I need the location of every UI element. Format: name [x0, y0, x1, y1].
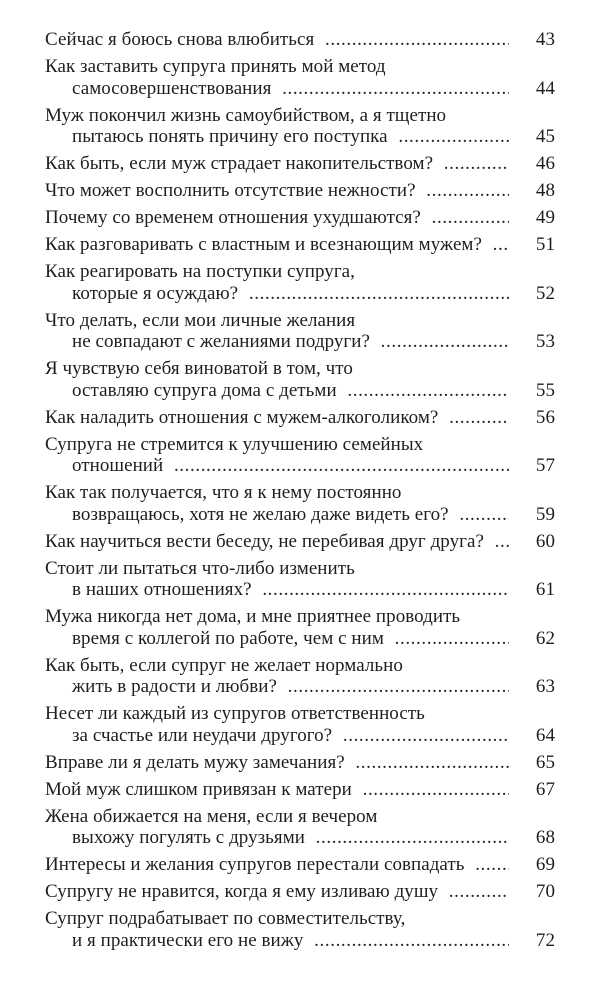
toc-entry-title: самосовершенствования .....: [72, 78, 555, 99]
toc-page-number: 51: [509, 234, 555, 256]
toc-entry: [45, 180, 555, 202]
toc-entry-line: [45, 207, 555, 229]
toc-entry-line: [45, 358, 511, 380]
toc-entry-line: [45, 455, 555, 477]
toc-entry-line: [45, 78, 555, 100]
toc-entry-title: Вправе ли я делать мужу замечания? .....: [45, 752, 555, 773]
toc-entry-title: Стоит ли пытаться что-либо изменить: [45, 557, 355, 579]
toc-entry-title: Интересы и желания супругов перестали совпадать .....: [45, 854, 555, 875]
toc-entry-title: Жена обижается на меня, если я вечером: [45, 805, 378, 827]
toc-entry-line: [45, 752, 555, 774]
toc-page-number: 44: [509, 78, 555, 100]
toc-entry-line: [45, 655, 511, 677]
toc-entry: [45, 105, 555, 148]
toc-entry: [45, 153, 555, 175]
toc-page-number: 56: [509, 407, 555, 429]
toc-page-number: 45: [509, 126, 555, 148]
toc-entry: [45, 207, 555, 229]
toc-entry-title: отношений .....: [72, 455, 555, 476]
toc-page-number: 49: [509, 207, 555, 229]
toc-entry-title: за счастье или неудачи другого? .....: [72, 725, 555, 746]
toc-entry: [45, 558, 555, 601]
toc-page-number: 72: [509, 930, 555, 952]
toc-entry-title: Как наладить отношения с мужем-алкоголиком? .....: [45, 407, 555, 428]
toc-entry: [45, 310, 555, 353]
toc-entry-line: [45, 531, 555, 553]
toc-entry: [45, 482, 555, 525]
toc-entry-line: [45, 579, 555, 601]
toc-entry-title: Что делать, если мои личные желания: [45, 309, 356, 331]
toc-page-number: 67: [509, 779, 555, 801]
toc-entry-line: [45, 234, 555, 256]
toc-entry: [45, 854, 555, 876]
toc-entry-line: [45, 606, 511, 628]
toc-page-number: 62: [509, 628, 555, 650]
toc-page-number: 46: [509, 153, 555, 175]
toc-entry-line: [45, 676, 555, 698]
toc-entry-line: [45, 908, 511, 930]
toc-entry-line: [45, 881, 555, 903]
toc-entry-title: Как реагировать на поступки супруга,: [45, 261, 355, 282]
toc-entry-title: Как быть, если супруг не желает нормально: [45, 654, 403, 676]
toc-entry-title: возвращаюсь, хотя не желаю даже видеть его? .....: [72, 504, 555, 525]
toc-entry-title: Несет ли каждый из супругов ответственность: [45, 703, 425, 724]
table-of-contents: [45, 29, 555, 957]
toc-entry-line: [45, 628, 555, 650]
toc-entry-title: Супругу не нравится, когда я ему изливаю душу .....: [45, 881, 555, 902]
toc-entry: [45, 703, 555, 746]
toc-entry: [45, 908, 555, 951]
toc-entry-line: [45, 827, 555, 849]
toc-entry-title: в наших отношениях? .....: [72, 579, 555, 600]
toc-page-number: 43: [509, 29, 555, 51]
toc-entry: [45, 752, 555, 774]
toc-entry-title: не совпадают с желаниями подруги? .....: [72, 331, 555, 352]
toc-entry: [45, 881, 555, 903]
toc-entry: [45, 261, 555, 304]
toc-entry-title: пытаюсь понять причину его поступка .....: [72, 126, 555, 147]
toc-entry-line: [45, 558, 511, 580]
toc-entry-title: Муж покончил жизнь самоубийством, а я тщетно: [45, 104, 447, 126]
toc-entry: [45, 655, 555, 698]
toc-page-number: 57: [509, 455, 555, 477]
toc-entry: [45, 29, 555, 51]
toc-page-number: 59: [509, 504, 555, 526]
toc-entry-title: время с коллегой по работе, чем с ним .....: [72, 628, 555, 649]
toc-entry-line: [45, 153, 555, 175]
toc-entry-line: [45, 126, 555, 148]
toc-entry-title: Как быть, если муж страдает накопительством? .....: [45, 153, 555, 174]
toc-entry: [45, 779, 555, 801]
toc-entry: [45, 56, 555, 99]
toc-page-number: 55: [509, 380, 555, 402]
toc-entry-title: жить в радости и любви? .....: [72, 676, 555, 697]
toc-entry: [45, 806, 555, 849]
toc-entry-title: Супруг подрабатывает по совместительству,: [45, 908, 406, 929]
toc-entry-line: [45, 930, 555, 952]
toc-entry-title: оставляю супруга дома с детьми .....: [72, 380, 555, 401]
toc-entry-title: Я чувствую себя виноватой в том, что: [45, 358, 353, 379]
toc-entry-title: Что может восполнить отсутствие нежности? .....: [45, 180, 555, 201]
toc-entry-title: которые я осуждаю? .....: [72, 283, 555, 304]
toc-entry-title: Мой муж слишком привязан к матери .....: [45, 779, 555, 800]
toc-entry: [45, 407, 555, 429]
toc-entry-title: Почему со временем отношения ухудшаются? .....: [45, 207, 555, 228]
toc-entry-title: Как разговаривать с властным и всезнающим мужем? .....: [45, 234, 555, 255]
toc-entry-title: Как так получается, что я к нему постоянно: [45, 482, 402, 503]
toc-entry: [45, 434, 555, 477]
toc-entry-line: [45, 779, 555, 801]
toc-entry-line: [45, 407, 555, 429]
toc-page-number: 52: [509, 283, 555, 305]
toc-entry-line: [45, 482, 511, 504]
toc-entry-line: [45, 703, 511, 725]
toc-entry-title: Мужа никогда нет дома, и мне приятнее проводить: [45, 606, 461, 627]
toc-entry-title: Как научиться вести беседу, не перебивая друг друга? .....: [45, 531, 555, 552]
toc-entry-title: Супруга не стремится к улучшению семейных: [45, 433, 424, 455]
toc-entry-line: [45, 854, 555, 876]
toc-page-number: 60: [509, 531, 555, 553]
toc-entry: [45, 358, 555, 401]
toc-entry-line: [45, 180, 555, 202]
toc-page-number: 53: [509, 331, 555, 353]
toc-entry: [45, 606, 555, 649]
toc-page-number: 68: [509, 827, 555, 849]
toc-entry-line: [45, 434, 511, 456]
toc-entry-line: [45, 261, 511, 283]
toc-page-number: 63: [509, 676, 555, 698]
toc-entry-line: [45, 29, 555, 51]
toc-entry-line: [45, 504, 555, 526]
toc-page-number: 48: [509, 180, 555, 202]
toc-entry-line: [45, 331, 555, 353]
toc-page-number: 69: [509, 854, 555, 876]
toc-entry: [45, 531, 555, 553]
toc-page-number: 70: [509, 881, 555, 903]
toc-entry-line: [45, 283, 555, 305]
toc-page-number: 65: [509, 752, 555, 774]
toc-entry-line: [45, 806, 511, 828]
toc-entry: [45, 234, 555, 256]
toc-entry-line: [45, 725, 555, 747]
toc-entry-line: [45, 380, 555, 402]
toc-entry-title: и я практически его не вижу .....: [72, 930, 555, 951]
toc-entry-title: Сейчас я боюсь снова влюбиться .....: [45, 29, 555, 50]
toc-entry-line: [45, 56, 511, 78]
toc-entry-title: выхожу погулять с друзьями .....: [72, 827, 555, 848]
toc-entry-title: Как заставить супруга принять мой метод: [45, 56, 386, 77]
toc-page-number: 61: [509, 579, 555, 601]
toc-page-number: 64: [509, 725, 555, 747]
toc-entry-line: [45, 310, 511, 332]
toc-entry-line: [45, 105, 511, 127]
